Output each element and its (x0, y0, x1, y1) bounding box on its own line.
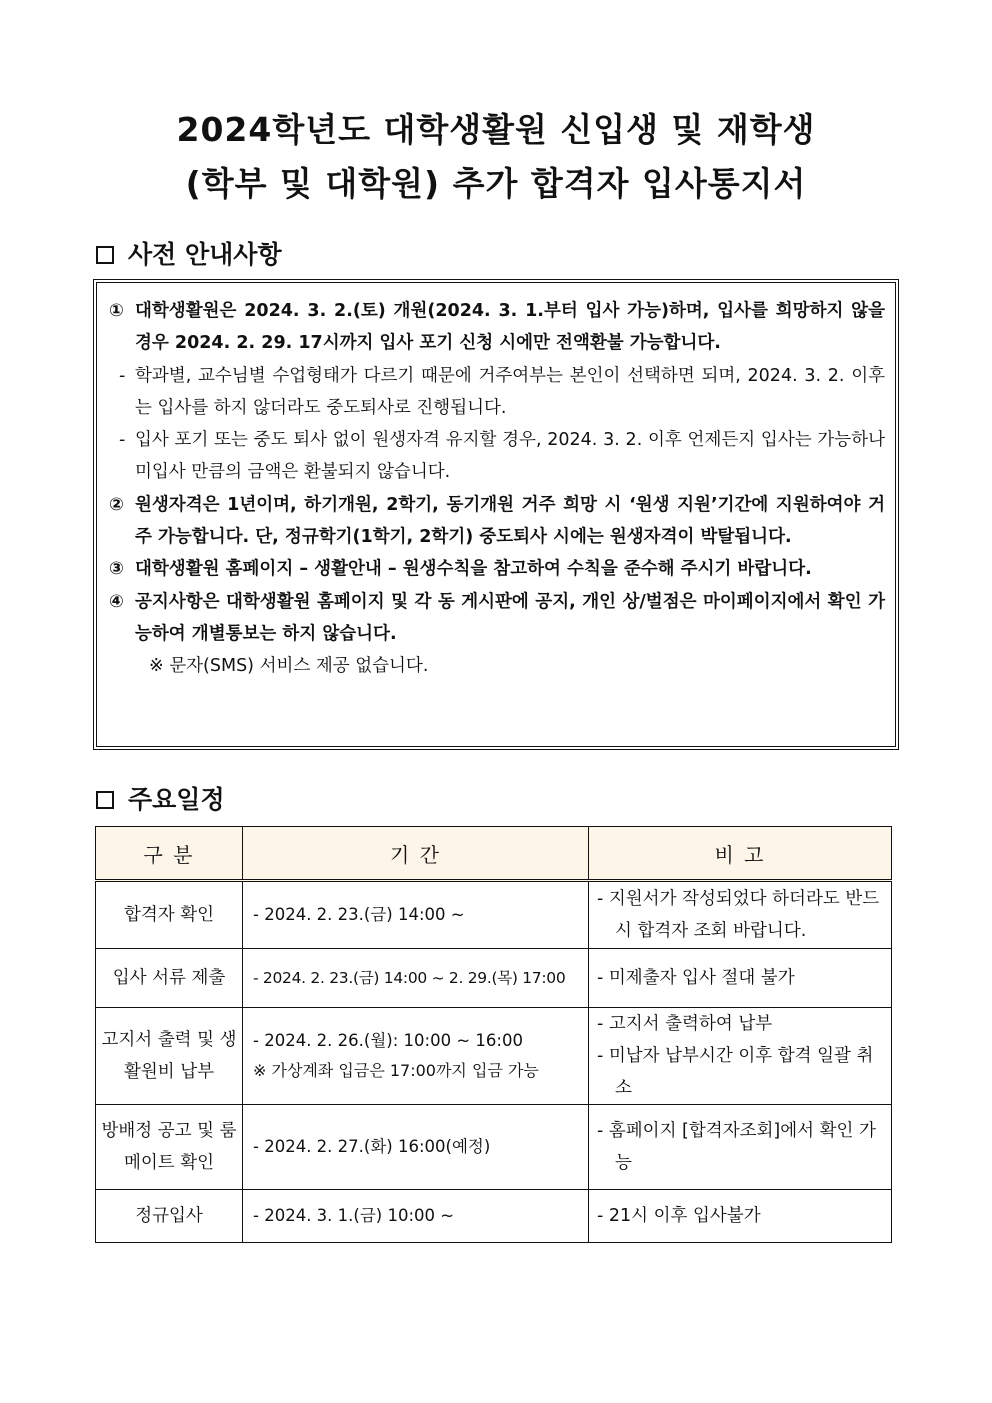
notice-item-text: 입사 포기 또는 중도 퇴사 없이 원생자격 유지할 경우, 2024. 3. 2. 이후 언제든지 입사는 가능하나 미입사 만큼의 금액은 환불되지 않습니다. (135, 430, 885, 483)
row-period: - 2024. 2. 23.(금) 14:00 ~ 2. 29.(목) 17:00 (243, 949, 589, 1008)
column-header-period: 기 간 (243, 827, 589, 881)
notice-heading-text: 사전 안내사항 (128, 240, 282, 269)
table-row (96, 1008, 892, 1105)
table-header-row (96, 827, 892, 881)
notice-item-3 (109, 553, 885, 585)
column-header-remarks: 비 고 (589, 827, 892, 881)
table-row (96, 1105, 892, 1190)
row-period: - 2024. 2. 26.(월): 10:00 ~ 16:00 (253, 1031, 523, 1050)
circled-number-1: ① (109, 301, 124, 321)
square-bullet-icon (96, 791, 114, 809)
notice-item-text: 학과별, 교수님별 수업형태가 다르기 때문에 거주여부는 본인이 선택하면 되며, 2024. 3. 2. 이후는 입사를 하지 않더라도 중도퇴사로 진행됩니다. (135, 365, 885, 418)
circled-number-2: ② (109, 494, 124, 515)
sms-note: ※ 문자(SMS) 서비스 제공 없습니다. (149, 656, 429, 677)
row-category: 정규입사 (96, 1190, 243, 1243)
notice-item-text: 원생자격은 1년이며, 하기개원, 2학기, 동기개원 거주 희망 시 ‘원생 지원’기간에 지원하여야 거주 가능합니다. 단, 정규학기(1학기, 2학기) 중도퇴사 시에는 원생자격이 박탈됩니다. (135, 494, 885, 548)
notice-section-heading (96, 239, 282, 271)
schedule-heading-text: 주요일정 (128, 785, 225, 814)
dash-bullet: - (119, 365, 126, 386)
row-remark: - 지원서가 작성되었다 하더라도 반드시 합격자 조회 바랍니다. (597, 889, 880, 941)
row-category: 입사 서류 제출 (96, 949, 243, 1008)
row-remark: - 홈페이지 [합격자조회]에서 확인 가능 (597, 1121, 876, 1173)
notice-item-text: 대학생활원은 2024. 3. 2.(토) 개원(2024. 3. 1.부터 입사 가능)하며, 입사를 희망하지 않을 경우 2024. 2. 29. 17시까지 입사 포기 신청 시에만 전액환불 가능합니다. (135, 301, 885, 354)
schedule-table (95, 826, 892, 1243)
notice-subitem-1 (109, 360, 885, 425)
circled-number-4: ④ (109, 591, 124, 612)
row-period: - 2024. 2. 23.(금) 14:00 ~ (243, 881, 589, 949)
column-header-category: 구 분 (96, 827, 243, 881)
table-row (96, 881, 892, 949)
notice-item-1 (109, 295, 885, 360)
row-remark: - 미납자 납부시간 이후 합격 일괄 취소 (597, 1046, 874, 1098)
document-title-line2: (학부 및 대학원) 추가 합격자 입사통지서 (185, 164, 807, 203)
row-category: 고지서 출력 및 생활원비 납부 (96, 1008, 243, 1105)
notice-item-4 (109, 586, 885, 651)
square-bullet-icon (96, 246, 114, 264)
row-period: - 2024. 3. 1.(금) 10:00 ~ (243, 1190, 589, 1243)
row-period: - 2024. 2. 27.(화) 16:00(예정) (243, 1105, 589, 1190)
notice-item-text: 공지사항은 대학생활원 홈페이지 및 각 동 게시판에 공지, 개인 상/벌점은 마이페이지에서 확인 가능하여 개별통보는 하지 않습니다. (135, 591, 885, 644)
table-row (96, 1190, 892, 1243)
table-row (96, 949, 892, 1008)
row-remark: - 미제출자 입사 절대 불가 (597, 968, 795, 988)
row-remark: - 고지서 출력하여 납부 (597, 1014, 773, 1034)
notice-item-2 (109, 489, 885, 554)
notice-subitem-2 (109, 424, 885, 489)
notice-item-text: 대학생활원 홈페이지 – 생활안내 – 원생수칙을 참고하여 수칙을 준수해 주시기 바랍니다. (135, 559, 812, 580)
dash-bullet: - (119, 430, 126, 451)
schedule-section-heading (96, 784, 225, 816)
document-title-line1: 2024학년도 대학생활원 신입생 및 재학생 (176, 110, 816, 149)
circled-number-3: ③ (109, 559, 124, 580)
row-category: 방배정 공고 및 룸메이트 확인 (96, 1105, 243, 1190)
row-period-note: ※ 가상계좌 입금은 17:00까지 입금 가능 (253, 1061, 539, 1080)
notice-box (93, 279, 899, 750)
row-category: 합격자 확인 (96, 881, 243, 949)
row-remark: - 21시 이후 입사불가 (597, 1206, 761, 1226)
